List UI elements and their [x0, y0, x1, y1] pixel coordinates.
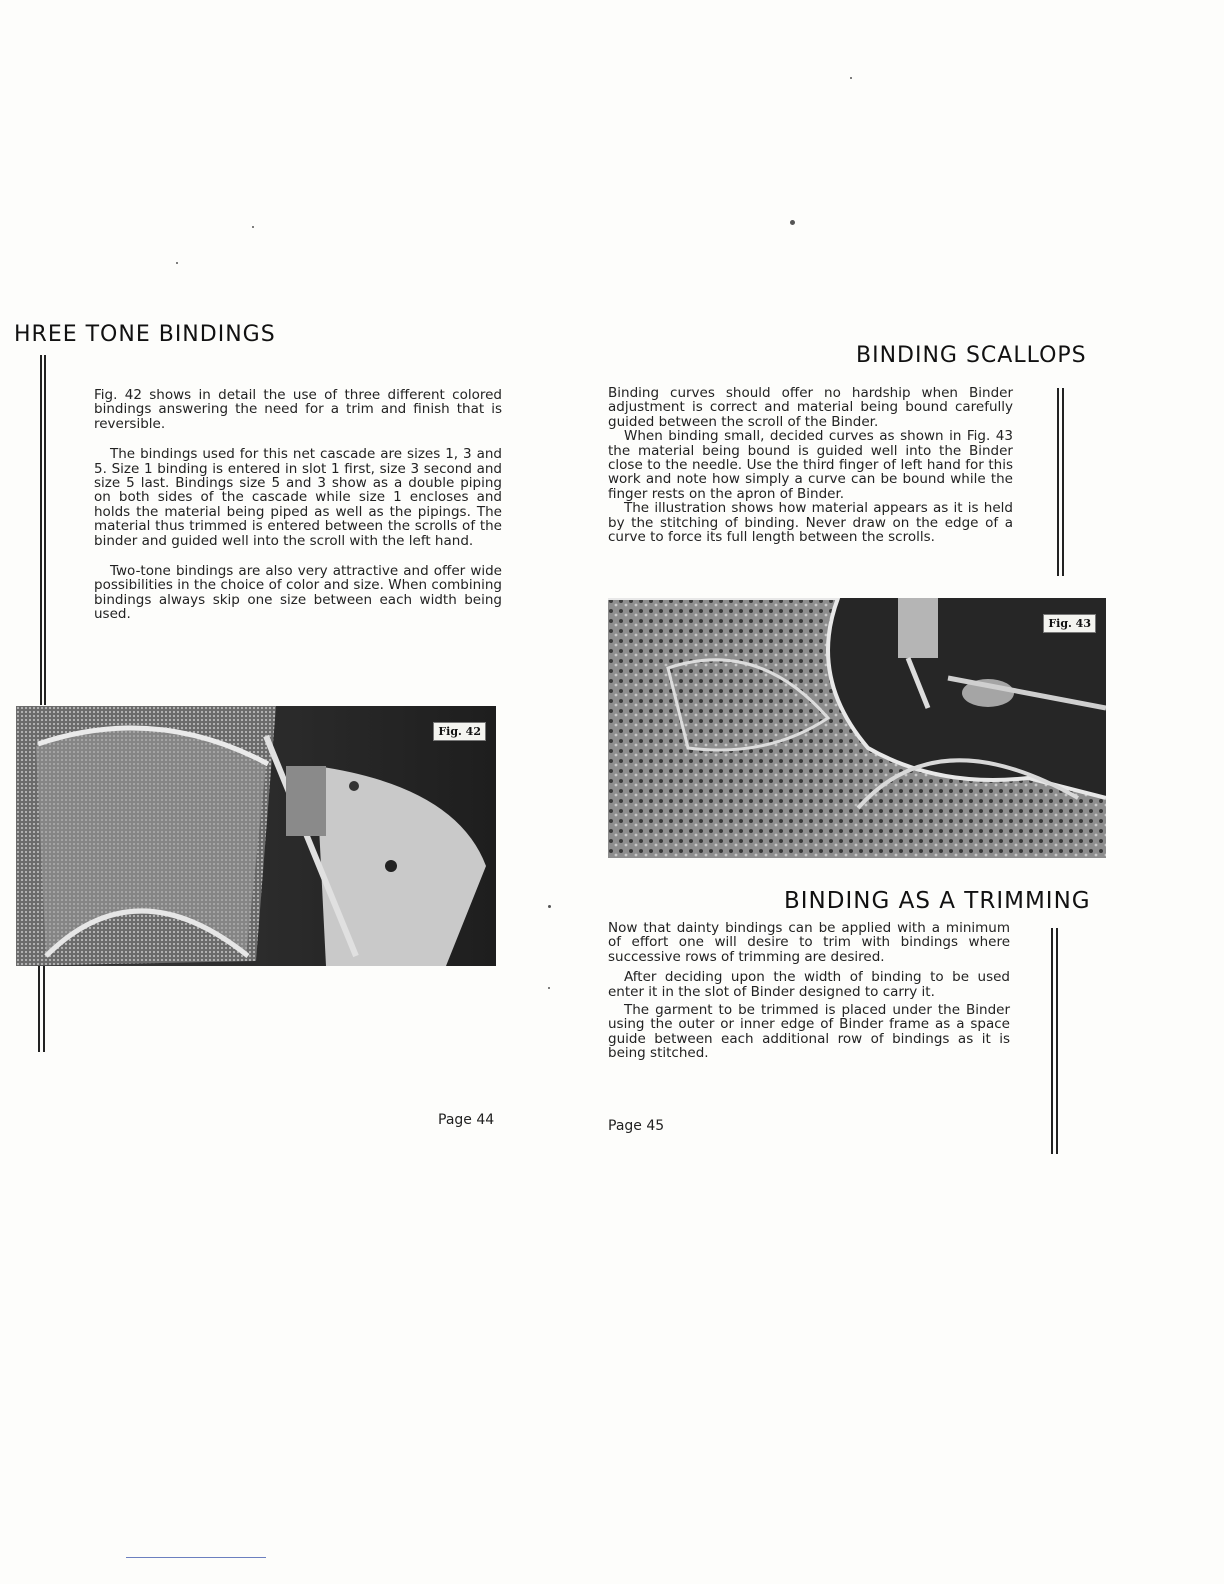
left-page-number: Page 44 — [438, 1112, 495, 1128]
left-page-heading: HREE TONE BINDINGS — [14, 322, 276, 347]
figure-43-label: Fig. 43 — [1043, 614, 1096, 633]
left-vertical-rule-lower-a — [38, 966, 40, 1052]
scan-speck — [790, 220, 795, 225]
figure-43-photo — [608, 598, 1106, 858]
right-top-text-column — [608, 386, 1013, 544]
right-page-number: Page 45 — [608, 1118, 665, 1134]
right-vertical-rule-lower-b — [1056, 928, 1058, 1154]
figure-42-label: Fig. 42 — [433, 722, 486, 741]
right-paragraph-4: Now that dainty bindings can be applied with a minimum of effort one will desire to trim with bindings where successive rows of trimming are desired. — [608, 920, 1010, 965]
right-vertical-rule-upper-a — [1057, 388, 1059, 576]
binding-scallops-heading: BINDING SCALLOPS — [856, 343, 1087, 368]
figure-42-illustration — [16, 706, 496, 966]
right-vertical-rule-lower-a — [1051, 928, 1053, 1154]
bottom-underline-artifact — [126, 1557, 266, 1558]
right-paragraph-3: The illustration shows how material appears as it is held by the stitching of binding. Never draw on the edge of a curve to force its full length between the scrolls. — [608, 500, 1013, 546]
left-text-column — [94, 388, 502, 622]
right-paragraph-1: Binding curves should offer no hardship when Binder adjustment is correct and material being bound carefully guided between the scroll of the Binder. — [608, 385, 1013, 430]
left-paragraph-3: Two-tone bindings are also very attractive and offer wide possibilities in the choice of color and size. When combining bindings always skip one size between each width being used. — [94, 563, 502, 623]
right-paragraph-5: After deciding upon the width of binding to be used enter it in the slot of Binder designed to carry it. — [608, 969, 1010, 1000]
right-bottom-text-column — [608, 921, 1010, 1061]
left-vertical-rule-upper-b — [44, 355, 46, 705]
scan-speck — [850, 77, 852, 79]
left-paragraph-1: Fig. 42 shows in detail the use of three different colored bindings answering the need for a trim and finish that is reversible. — [94, 387, 502, 432]
left-paragraph-2: The bindings used for this net cascade are sizes 1, 3 and 5. Size 1 binding is entered in slot 1 first, size 3 second and size 5 last. Bindings size 5 and 3 show as a double piping on both sides of the cascade while size 1 encloses and holds the material being piped as well as the pipings. The material thus trimmed is entered between the scrolls of the binder and guided well into the scroll with the left hand. — [94, 446, 502, 549]
scan-speck — [252, 226, 254, 228]
right-paragraph-6: The garment to be trimmed is placed under the Binder using the outer or inner edge of Binder frame as a space guide between each additional row of bindings as it is being stitched. — [608, 1002, 1010, 1062]
scan-speck — [548, 987, 550, 989]
scan-speck — [548, 905, 551, 908]
binding-as-a-trimming-heading: BINDING AS A TRIMMING — [784, 888, 1091, 914]
figure-43-illustration — [608, 598, 1106, 858]
figure-42-photo — [16, 706, 496, 966]
scan-speck — [176, 262, 178, 264]
right-paragraph-2: When binding small, decided curves as shown in Fig. 43 the material being bound is guided well into the Binder close to the needle. Use the third finger of left hand for this work and note how simply a curve can be bound while the finger rests on the apron of Binder. — [608, 428, 1013, 502]
right-vertical-rule-upper-b — [1062, 388, 1064, 576]
left-vertical-rule-upper-a — [40, 355, 42, 705]
left-vertical-rule-lower-b — [43, 966, 45, 1052]
